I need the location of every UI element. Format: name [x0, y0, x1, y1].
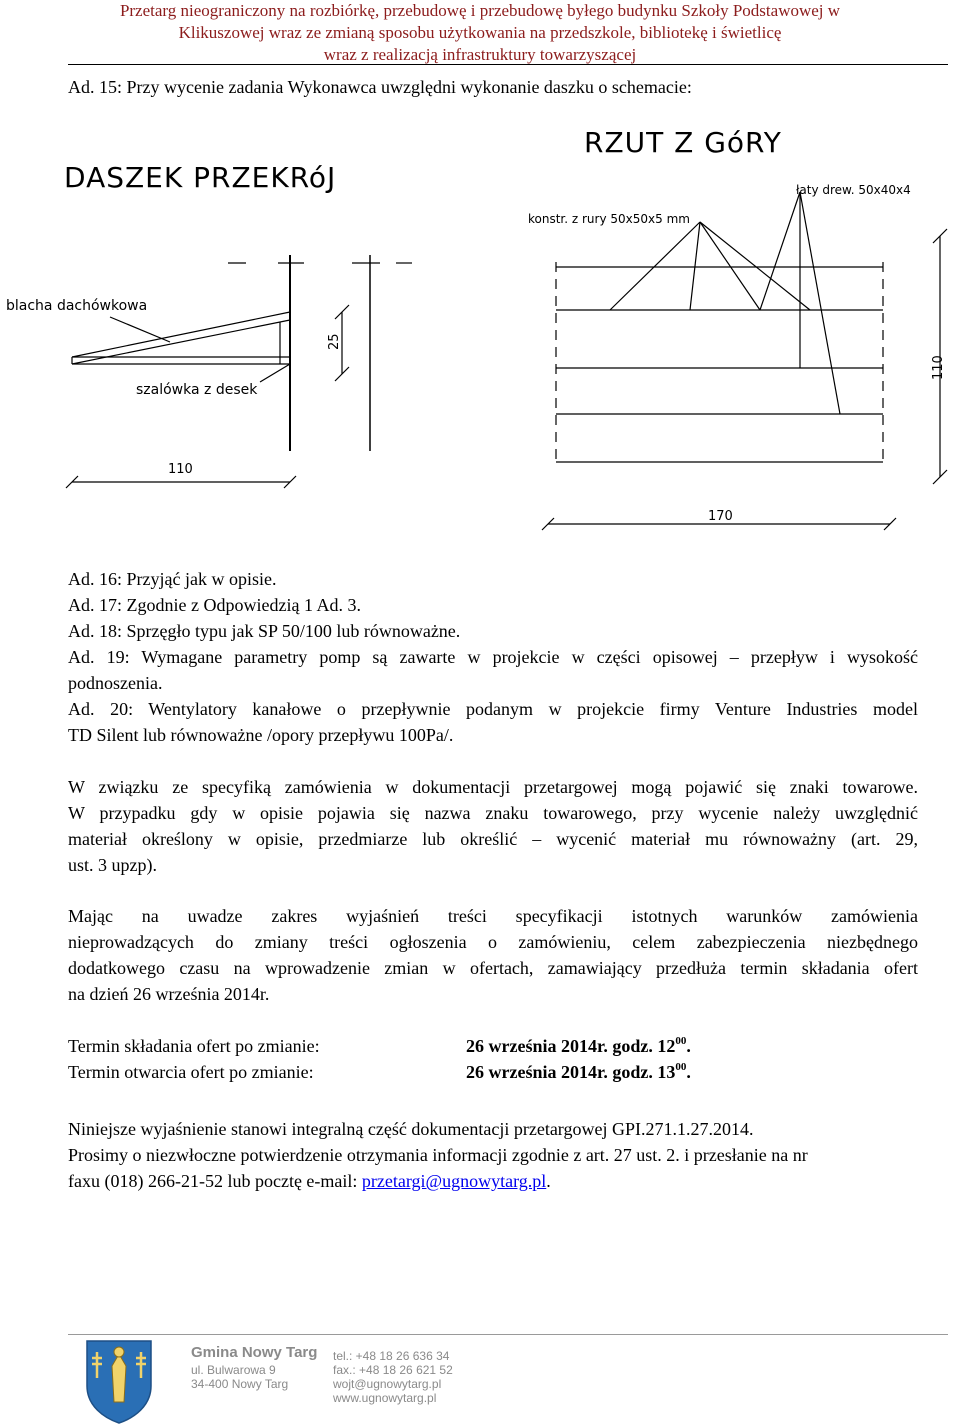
dim-110-left-label: 110 [168, 462, 193, 477]
closing-line-1: Niniejsze wyjaśnienie stanowi integralną część dokumentacji przetargowej GPI.271.1.27.2014. [68, 1119, 754, 1139]
canopy-drawing [0, 112, 960, 552]
trademark-para-line-1: W związku ze specyfiką zamówienia w dokumentacji przetargowej mogą pojawić się znaki towarowe. [68, 777, 918, 797]
dim-25-label: 25 [327, 333, 342, 350]
ad18-text: Ad. 18: Sprzęgło typu jak SP 50/100 lub równoważne. [68, 621, 461, 641]
roof-sheet-top [72, 312, 290, 357]
footer-divider [68, 1334, 948, 1335]
deadline-open-value: 26 września 2014r. godz. $13^{00}$. [466, 1061, 691, 1082]
leader-battens-3 [800, 192, 840, 414]
closing-line-2: Prosimy o niezwłoczne potwierdzenie otrzymania informacji zgodnie z art. 27 ust. 2. i przesłanie na nr [68, 1145, 808, 1165]
ad20-line-1: Ad. 20: Wentylatory kanałowe o przepływnie podanym w projekcie firmy Venture Industries model [68, 699, 918, 719]
leader-frame-3 [700, 222, 760, 310]
trademark-para-line-3: materiał określony w opisie, przedmiarze lub określić – wycenić materiał mu równoważny (art. 29, [68, 829, 918, 849]
footer-phone: tel.: +48 18 26 636 34 [333, 1349, 450, 1363]
deadline-open-row [68, 1059, 928, 1085]
footer-street: ul. Bulwarowa 9 [191, 1363, 276, 1377]
extension-para-line-3: dodatkowego czasu na wprowadzenie zmian w ofertach, zamawiający przedłuża termin składania ofert [68, 958, 918, 978]
section-title: DASZEK PRZEKRóJ [64, 161, 337, 194]
header-line-3: wraz z realizacją infrastruktury towarzyszącej [323, 45, 637, 64]
leader-frame-1 [610, 222, 700, 310]
dim-110-right-label: 110 [931, 355, 946, 380]
ad17-text: Ad. 17: Zgodnie z Odpowiedzią 1 Ad. 3. [68, 595, 361, 615]
label-frame: konstr. z rury 50x50x5 mm [528, 212, 690, 226]
footer-gmina-name: Gmina Nowy Targ [191, 1344, 318, 1361]
ad16-text: Ad. 16: Przyjąć jak w opisie. [68, 569, 277, 589]
footer-fax: fax.: +48 18 26 621 52 [333, 1363, 453, 1377]
deadline-submit-label: Termin składania ofert po zmianie: [68, 1036, 320, 1056]
leader-sheet [110, 317, 170, 342]
footer-website: www.ugnowytarg.pl [333, 1391, 437, 1405]
deadline-submit-minutes: 00 [675, 1035, 687, 1047]
header-divider [68, 64, 948, 65]
deadline-submit-value: 26 września 2014r. godz. $12^{00}$. [466, 1035, 691, 1056]
header-line-2: Klikuszowej wraz ze zmianą sposobu użytkowania na przedszkole, bibliotekę i świetlicę [178, 23, 782, 42]
footer-email: wojt@ugnowytarg.pl [333, 1377, 442, 1391]
ad20-line-2: TD Silent lub równoważne /opory przepływu 100Pa/. [68, 725, 454, 745]
deadline-open-label: Termin otwarcia ofert po zmianie: [68, 1062, 314, 1082]
closing-line-3: faxu (018) 266-21-52 lub pocztę e-mail: przetargi@ugnowytarg.pl. [68, 1171, 551, 1191]
footer-city: 34-400 Nowy Targ [191, 1377, 289, 1391]
leader-frame-4 [700, 222, 810, 310]
gmina-coat-of-arms-icon [84, 1338, 154, 1424]
leader-frame-2 [690, 222, 700, 310]
trademark-para-line-2: W przypadku gdy w opisie pojawia się nazwa znaku towarowego, przy wycenie należy uwzględnić [68, 803, 918, 823]
document-header [0, 0, 960, 66]
leader-battens-1 [760, 192, 800, 310]
header-line-1: Przetarg nieograniczony na rozbiórkę, przebudowę i przebudowę byłego budynku Szkoły Podstawowej w [119, 1, 841, 20]
extension-para-line-1: Mając na uwadze zakres wyjaśnień treści specyfikacji istotnych warunków zamówienia [68, 906, 918, 926]
extension-para-line-2: nieprowadzących do zmiany treści ogłoszenia o zamówieniu, celem zabezpieczenia niezbędnego [68, 932, 918, 952]
label-boarding: szalówka z desek [136, 382, 258, 398]
extension-para-line-4: na dzień 26 września 2014r. [68, 984, 270, 1004]
ad19-line-1: Ad. 19: Wymagane parametry pomp są zawarte w projekcie w części opisowej – przepływ i wysokość [68, 647, 918, 667]
dim-170-label: 170 [708, 509, 733, 524]
email-link[interactable]: przetargi@ugnowytarg.pl [361, 1171, 547, 1191]
deadline-submit-row [68, 1033, 928, 1059]
ad19-line-2: podnoszenia. [68, 673, 163, 693]
label-roof-sheet: blacha dachówkowa [6, 298, 148, 314]
plan-title: RZUT Z GóRY [584, 126, 782, 159]
leader-boarding [260, 364, 290, 382]
deadline-open-minutes: 00 [675, 1061, 687, 1073]
label-battens: łaty drew. 50x40x4 [796, 183, 911, 197]
trademark-para-line-4: ust. 3 upzp). [68, 855, 157, 875]
ad15-text: Ad. 15: Przy wycenie zadania Wykonawca uwzględni wykonanie daszku o schemacie: [68, 77, 692, 97]
